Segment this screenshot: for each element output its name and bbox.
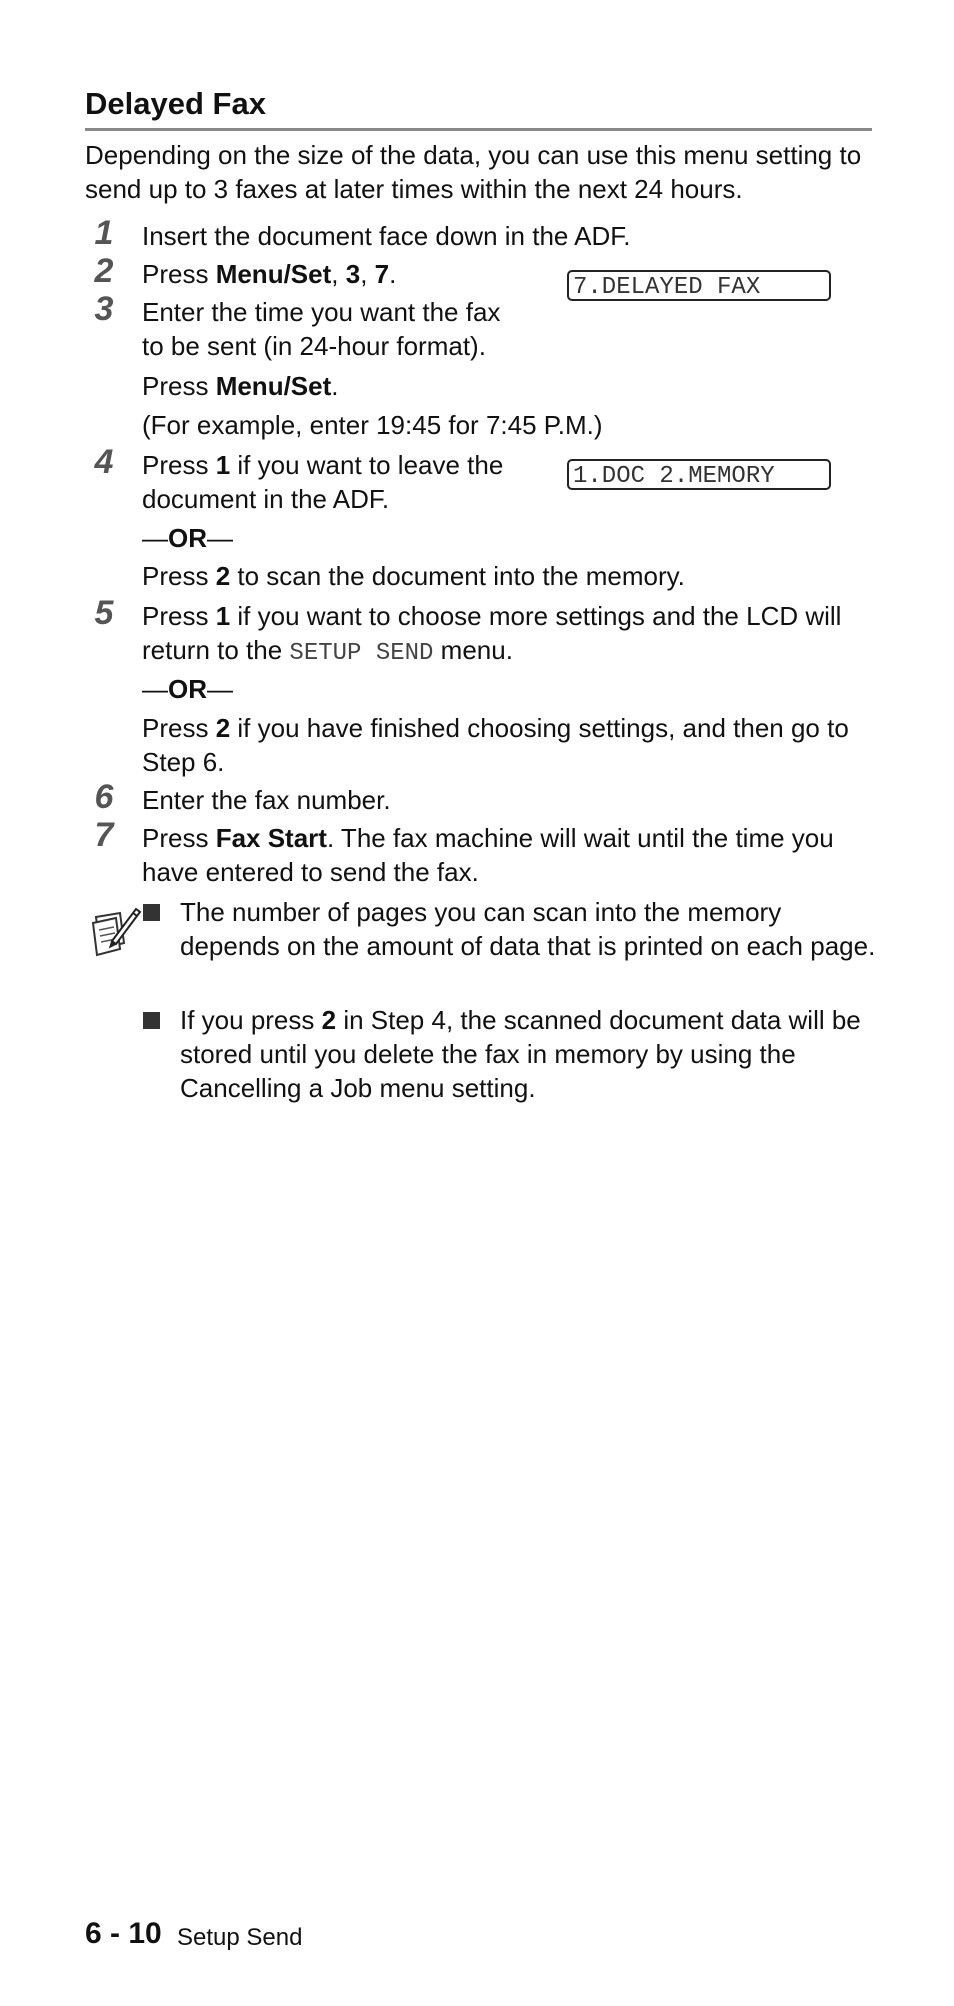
lcd-display-delayed-fax: 7.DELAYED FAX [567, 270, 831, 301]
key-2: 2 [215, 713, 231, 743]
step-number-3: 3 [94, 290, 114, 328]
section-heading: Delayed Fax [85, 86, 266, 121]
step-2-text: Press Menu/Set, 3, 7. [142, 259, 397, 289]
step-1-text: Insert the document face down in the ADF. [142, 221, 631, 251]
step-6-text: Enter the fax number. [142, 785, 391, 815]
step-3-text: Enter the time you want the fax to be sent (in 24-hour format). [142, 297, 501, 361]
key-3: 3 [345, 259, 361, 289]
step-number-4: 4 [94, 443, 114, 481]
note-pencil-icon [90, 903, 142, 959]
key-fax-start: Fax Start [215, 823, 327, 853]
bullet-square [143, 904, 160, 921]
step-3-press: Press Menu/Set. [142, 371, 339, 401]
bullet-square [143, 1012, 160, 1029]
lcd-menu-name: SETUP SEND [289, 640, 434, 667]
step-number-6: 6 [94, 778, 114, 816]
footer-section-name: Setup Send [177, 1924, 303, 1951]
key-2: 2 [215, 561, 231, 591]
lcd-display-doc-memory: 1.DOC 2.MEMORY [567, 459, 831, 490]
page-number: 6 - 10 [85, 1917, 162, 1950]
step-number-2: 2 [94, 252, 114, 290]
step-number-5: 5 [94, 594, 114, 632]
step-4-text: Press 1 if you want to leave the document in the ADF. [142, 450, 504, 514]
key-1: 1 [215, 601, 231, 631]
step-4-alternative: Press 2 to scan the document into the memory. [142, 561, 685, 591]
key-7: 7 [374, 259, 390, 289]
key-menu-set: Menu/Set [215, 371, 332, 401]
step-number-1: 1 [94, 214, 114, 252]
step-5-or: —OR— [142, 674, 233, 704]
step-5-text: Press 1 if you want to choose more settings and the LCD will return to the SETUP SEND menu. [142, 601, 842, 667]
step-7-text: Press Fax Start. The fax machine will wait until the time you have entered to send the fax. [142, 823, 834, 887]
key-2: 2 [321, 1005, 337, 1035]
key-1: 1 [215, 450, 231, 480]
intro-paragraph: Depending on the size of the data, you can use this menu setting to send up to 3 faxes at later times within the next 24 hours. [85, 140, 862, 204]
step-4-or: —OR— [142, 523, 233, 553]
key-menu-set: Menu/Set [215, 259, 332, 289]
note-2-text: If you press 2 in Step 4, the scanned document data will be stored until you delete the fax in memory by using the Cancelling a Job menu setting. [180, 1005, 861, 1103]
note-1-text: The number of pages you can scan into the memory depends on the amount of data that is printed on each page. [180, 897, 876, 961]
step-number-7: 7 [94, 816, 114, 854]
step-5-alternative: Press 2 if you have finished choosing settings, and then go to Step 6. [142, 713, 849, 777]
heading-rule [85, 128, 872, 131]
step-3-example: (For example, enter 19:45 for 7:45 P.M.) [142, 410, 603, 440]
